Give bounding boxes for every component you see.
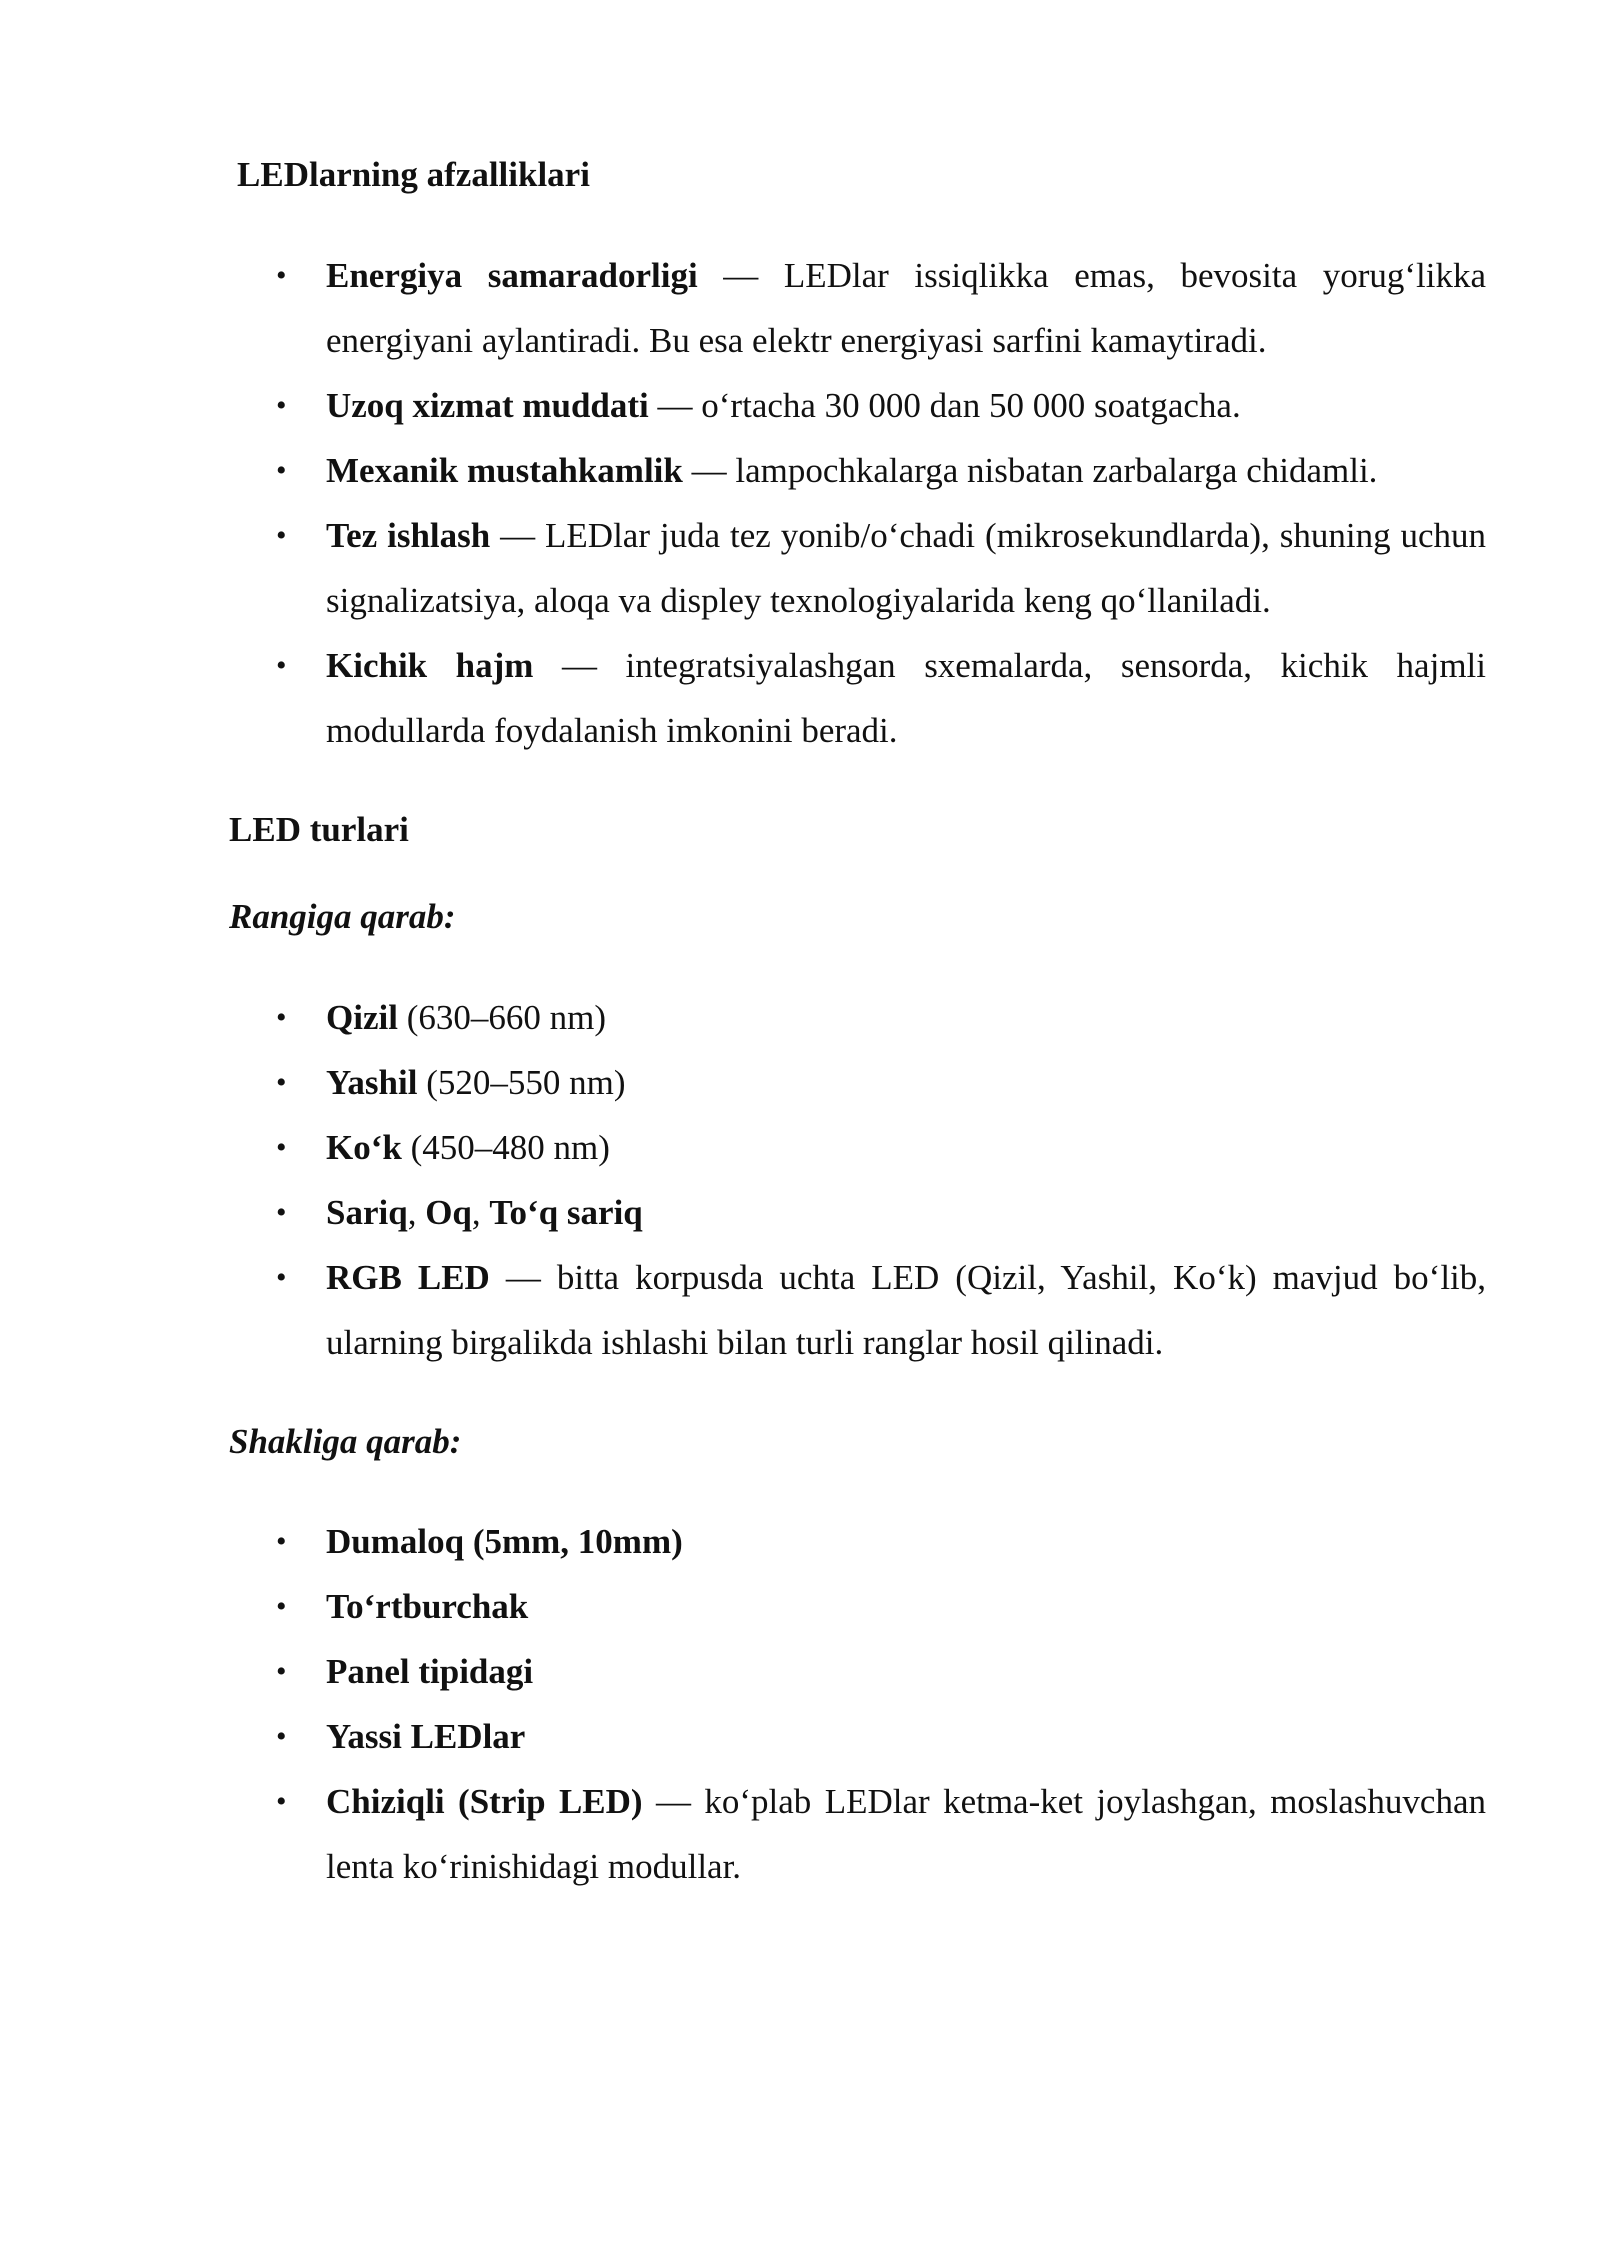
- bullet-icon: •: [276, 518, 287, 552]
- list-item: [229, 438, 1486, 503]
- bullet-icon: •: [276, 1130, 287, 1164]
- list-item: [229, 1180, 1486, 1245]
- list-item: [229, 985, 1486, 1050]
- list-item: [229, 1704, 1486, 1769]
- item-term: Kichik hajm: [326, 645, 534, 685]
- bullet-icon: •: [276, 1785, 287, 1818]
- list-item: [229, 633, 1486, 763]
- item-term: Qizil: [326, 997, 398, 1037]
- item-term: Uzoq xizmat muddati: [326, 385, 649, 425]
- item-term: Mexanik mustahkamlik: [326, 450, 683, 490]
- bullet-icon: •: [276, 388, 287, 422]
- color-types-list: [229, 985, 1486, 1375]
- bullet-icon: •: [276, 1720, 287, 1753]
- item-separator: ,: [471, 1192, 490, 1232]
- item-term: Chiziqli (Strip LED): [326, 1782, 643, 1821]
- item-description: (450–480 nm): [401, 1127, 610, 1167]
- item-term: Dumaloq (5mm, 10mm): [326, 1522, 683, 1561]
- list-item: [229, 503, 1486, 633]
- bullet-icon: •: [276, 1655, 287, 1688]
- item-description: (520–550 nm): [417, 1062, 626, 1102]
- list-item: [229, 1574, 1486, 1639]
- bullet-icon: •: [276, 258, 287, 292]
- item-term: Oq: [425, 1192, 472, 1232]
- item-term: Yassi LEDlar: [326, 1717, 526, 1756]
- list-item: [229, 1769, 1486, 1899]
- item-description: — bitta korpusda uchta LED (Qizil, Yashil, Ko‘k) mavjud bo‘lib, ularning birgalikda ishlashi bilan turli ranglar hosil qilinadi.: [326, 1257, 1487, 1362]
- item-description: — integratsiyalashgan sxemalarda, sensorda, kichik hajmli modullarda foydalanish imkonini beradi.: [326, 645, 1486, 750]
- bullet-icon: •: [276, 1590, 287, 1623]
- item-term: Yashil: [326, 1062, 418, 1102]
- heading-advantages: LEDlarning afzalliklari: [237, 155, 590, 194]
- list-item: [229, 1245, 1486, 1375]
- subheading-by-shape: Shakliga qarab:: [229, 1421, 462, 1461]
- item-term: To‘rtburchak: [326, 1587, 529, 1626]
- item-description: — LEDlar juda tez yonib/o‘chadi (mikrosekundlarda), shuning uchun signalizatsiya, aloqa va displey texnologiyalarida keng qo‘llaniladi.: [326, 515, 1487, 620]
- bullet-icon: •: [276, 1525, 287, 1558]
- advantages-list: [229, 243, 1486, 763]
- item-description: — lampochkalarga nisbatan zarbalarga chidamli.: [682, 450, 1378, 490]
- heading-led-types: LED turlari: [229, 809, 409, 849]
- item-description: — ko‘plab LEDlar ketma-ket joylashgan, moslashuvchan lenta ko‘rinishidagi modullar.: [326, 1782, 1486, 1886]
- list-item: [229, 1509, 1486, 1574]
- list-item: [229, 1639, 1486, 1704]
- item-term: RGB LED: [326, 1257, 490, 1297]
- bullet-icon: •: [276, 1000, 287, 1034]
- list-item: [229, 1115, 1486, 1180]
- bullet-icon: •: [276, 453, 287, 487]
- document-content: [229, 140, 1486, 1899]
- bullet-icon: •: [276, 1195, 287, 1229]
- bullet-icon: •: [276, 648, 287, 682]
- list-item: [229, 1050, 1486, 1115]
- item-description: — o‘rtacha 30 000 dan 50 000 soatgacha.: [648, 385, 1241, 425]
- bullet-icon: •: [276, 1260, 287, 1294]
- item-term: Energiya samaradorligi: [326, 255, 698, 295]
- item-separator: ,: [407, 1192, 426, 1232]
- bullet-icon: •: [276, 1065, 287, 1099]
- item-description: (630–660 nm): [397, 997, 606, 1037]
- item-term: Panel tipidagi: [326, 1652, 534, 1691]
- shape-types-list: [229, 1509, 1486, 1899]
- list-item: [229, 373, 1486, 438]
- subheading-by-color: Rangiga qarab:: [229, 897, 456, 936]
- list-item: [229, 243, 1486, 373]
- item-term: Tez ishlash: [326, 515, 491, 555]
- item-term: To‘q sariq: [489, 1192, 643, 1232]
- item-term: Sariq: [326, 1192, 408, 1232]
- item-description: — LEDlar issiqlikka emas, bevosita yorug‘likka energiyani aylantiradi. Bu esa elektr energiyasi sarfini kamaytiradi.: [326, 255, 1486, 360]
- item-term: Ko‘k: [326, 1127, 402, 1167]
